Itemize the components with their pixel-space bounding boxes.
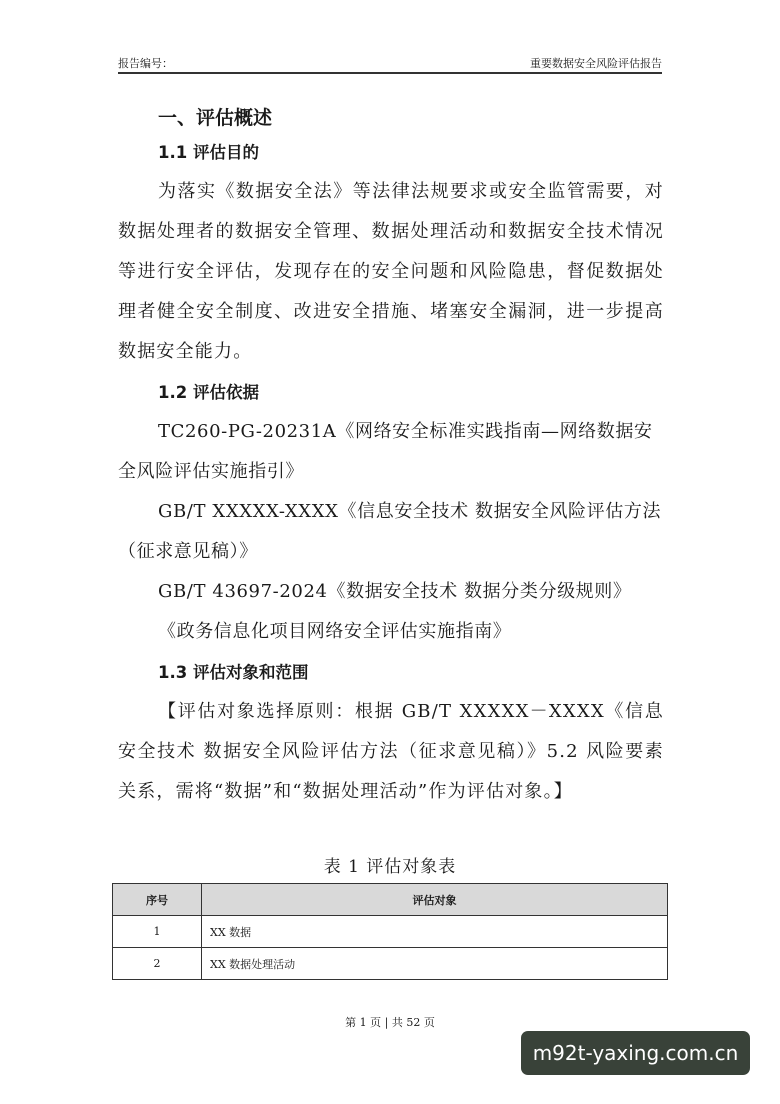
watermark: m92t-yaxing.com.cn: [521, 1031, 750, 1075]
purpose-paragraph: 为落实《数据安全法》等法律法规要求或安全监管需要，对数据处理者的数据安全管理、数据处理活动和数据安全技术情况等进行安全评估，发现存在的安全问题和风险隐患，督促数据处理者健全安全制度、改进安全措施、堵塞安全漏洞，进一步提高数据安全能力。: [118, 181, 664, 362]
table-cell-index: 2: [113, 948, 202, 980]
section-title: 一、评估概述: [158, 107, 273, 129]
table-cell-index: 1: [113, 916, 202, 948]
table-cell-object: XX 数据: [202, 916, 668, 948]
page-footer: 第 1 页 | 共 52 页: [345, 1016, 435, 1029]
table-caption: 表 1 评估对象表: [323, 857, 457, 877]
table-row: [113, 948, 668, 980]
subsection-title-scope: 1.3 评估对象和范围: [158, 663, 309, 682]
reference-item: GB/T XXXXX-XXXX《信息安全技术 数据安全风险评估方法（征求意见稿）》: [118, 501, 662, 562]
subsection-title-basis: 1.2 评估依据: [158, 383, 259, 402]
reference-item: TC260-PG-20231A《网络安全标准实践指南—网络数据安全风险评估实施指引》: [118, 421, 653, 482]
reference-item: GB/T 43697-2024《数据安全技术 数据分类分级规则》: [158, 581, 632, 602]
table-cell-object: XX 数据处理活动: [202, 948, 668, 980]
column-header-index: 序号: [113, 884, 202, 916]
page-header: [118, 52, 662, 74]
report-title: 重要数据安全风险评估报告: [530, 57, 662, 70]
main-content: [118, 96, 664, 812]
subsection-title-purpose: 1.1 评估目的: [158, 143, 259, 162]
table-header-row: [113, 884, 668, 916]
report-number-label: 报告编号：: [118, 57, 173, 70]
assessment-object-table: [112, 883, 668, 980]
table-row: [113, 916, 668, 948]
reference-item: 《政务信息化项目网络安全评估实施指南》: [158, 621, 512, 642]
scope-paragraph: 【评估对象选择原则：根据 GB/T XXXXX－XXXX《信息安全技术 数据安全风险评估方法（征求意见稿）》5.2 风险要素关系，需将“数据”和“数据处理活动”作为评估对象。】: [118, 701, 664, 802]
column-header-object: 评估对象: [202, 884, 668, 916]
